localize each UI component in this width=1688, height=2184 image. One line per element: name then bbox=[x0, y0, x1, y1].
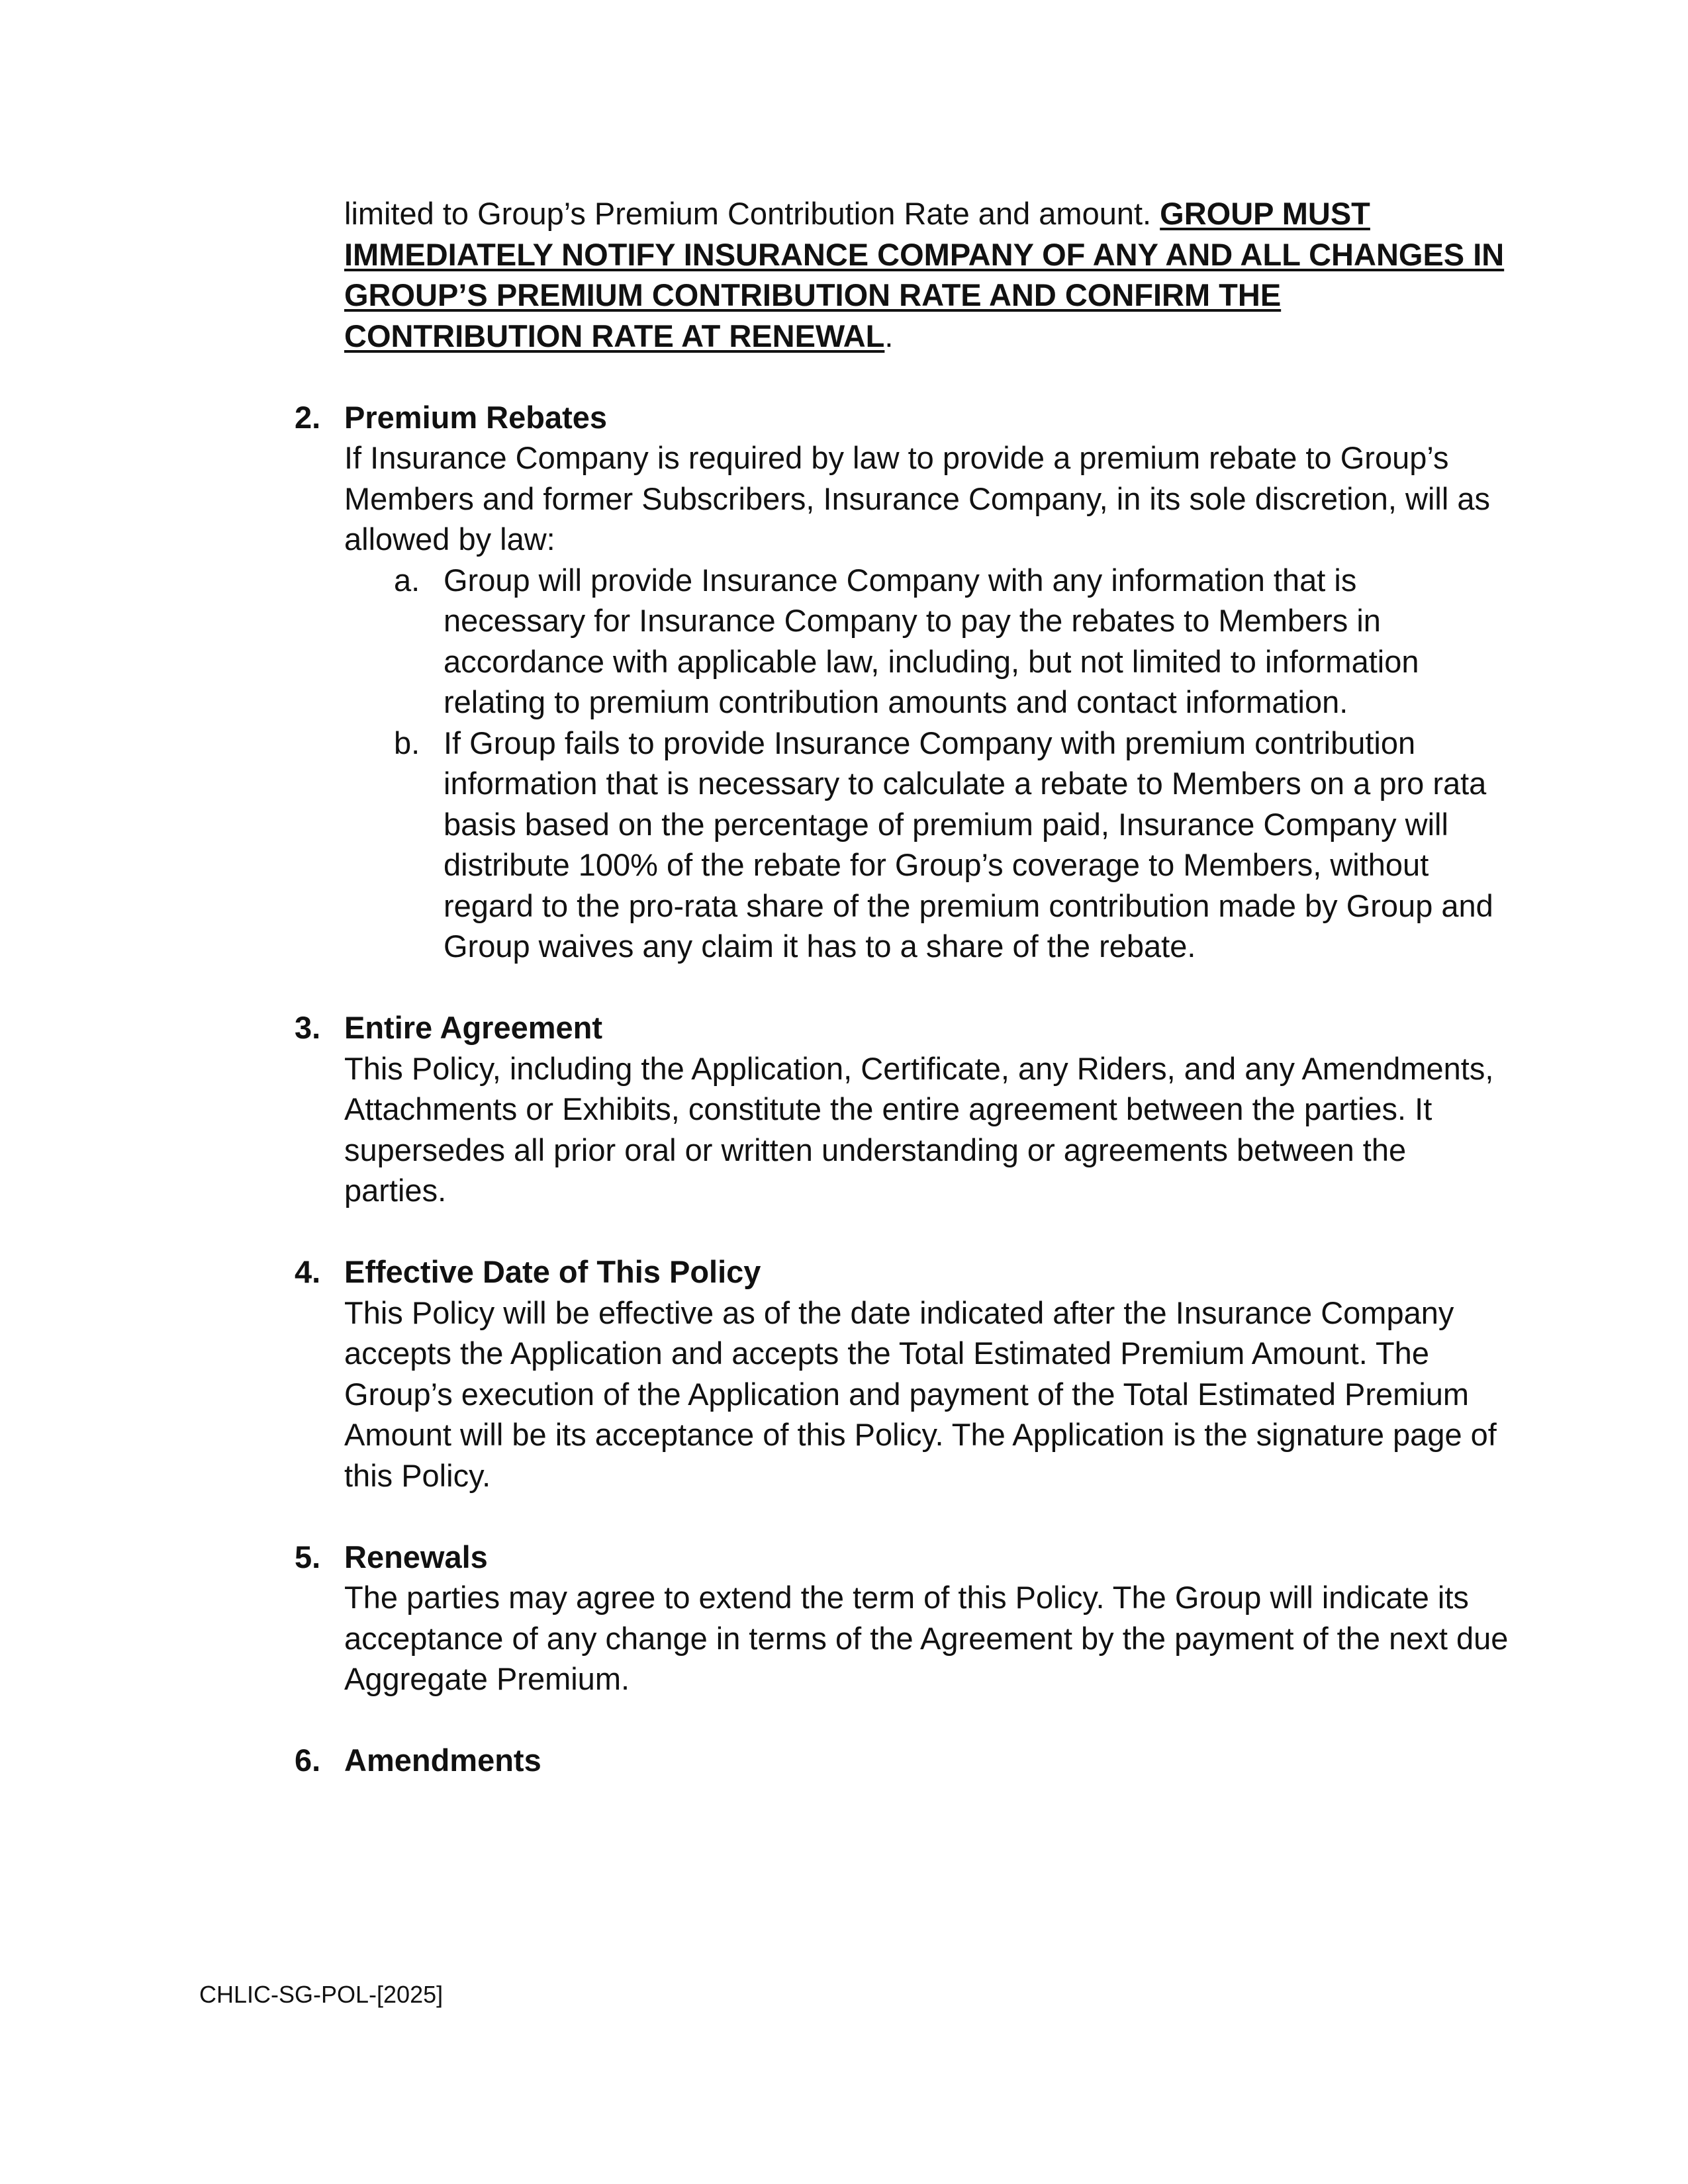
list-item-text: Group will provide Insurance Company with any information that is necessary for Insurance Company to pay the rebates to Members in accordance with applicable law, including, but not limited to information relating to premium contribution amounts and contact information. bbox=[444, 562, 1419, 719]
section-heading: Effective Date of This Policy bbox=[344, 1254, 761, 1289]
section-body: If Insurance Company is required by law to provide a premium rebate to Group’s Members and former Subscribers, Insurance Company, in its sole discretion, will as allowed by law: bbox=[344, 440, 1490, 557]
section-entire-agreement bbox=[295, 1007, 1519, 1211]
section-body: The parties may agree to extend the term of this Policy. The Group will indicate its acceptance of any change in terms of the Agreement by the payment of the next due Aggregate Premium. bbox=[344, 1580, 1509, 1696]
section-body: This Policy, including the Application, Certificate, any Riders, and any Amendments, Attachments or Exhibits, constitute the entire agreement between the parties. It supersedes all prior oral or written understanding or agreements between the parties. bbox=[344, 1050, 1494, 1208]
list-item-letter: a. bbox=[394, 562, 420, 598]
intro-text: limited to Group’s Premium Contribution Rate and amount. bbox=[344, 196, 1160, 231]
list-item bbox=[394, 723, 1509, 967]
section-heading: Amendments bbox=[344, 1743, 541, 1778]
section-heading: Renewals bbox=[344, 1539, 488, 1574]
section-number: 5. bbox=[295, 1539, 321, 1574]
section-number: 3. bbox=[295, 1010, 321, 1045]
list-item-letter: b. bbox=[394, 725, 420, 760]
intro-emphasis: GROUP MUST IMMEDIATELY NOTIFY INSURANCE COMPANY OF ANY AND ALL CHANGES IN GROUP’S PREMIUM CONTRIBUTION RATE AND CONFIRM THE CONTRIBUTION RATE AT RENEWAL bbox=[344, 196, 1505, 353]
section-amendments bbox=[295, 1740, 1519, 1781]
footer-form-number: CHLIC-SG-POL-[2025] bbox=[199, 1981, 444, 2008]
section-number: 4. bbox=[295, 1254, 321, 1289]
intro-end: . bbox=[884, 318, 894, 353]
list-item-text: If Group fails to provide Insurance Company with premium contribution information that is necessary to calculate a rebate to Members on a pro rata basis based on the percentage of premium paid, Insurance Company will distribute 100% of the rebate for Group’s coverage to Members, without regard to the pro-rata share of the premium contribution made by Group and Group waives any claim it has to a share of the rebate. bbox=[444, 725, 1493, 964]
section-effective-date bbox=[295, 1251, 1519, 1496]
section-renewals bbox=[295, 1537, 1519, 1700]
document-body bbox=[295, 193, 1519, 1781]
section-number: 6. bbox=[295, 1743, 321, 1778]
section-premium-rebates bbox=[295, 397, 1519, 967]
section-heading: Entire Agreement bbox=[344, 1010, 603, 1045]
intro-paragraph bbox=[344, 193, 1509, 356]
list-item bbox=[394, 560, 1509, 723]
section-heading: Premium Rebates bbox=[344, 399, 608, 435]
section-number: 2. bbox=[295, 399, 321, 435]
section-body: This Policy will be effective as of the date indicated after the Insurance Company accepts the Application and accepts the Total Estimated Premium Amount. The Group’s execution of the Application and payment of the Total Estimated Premium Amount will be its acceptance of this Policy. The Application is the signature page of this Policy. bbox=[344, 1295, 1497, 1493]
